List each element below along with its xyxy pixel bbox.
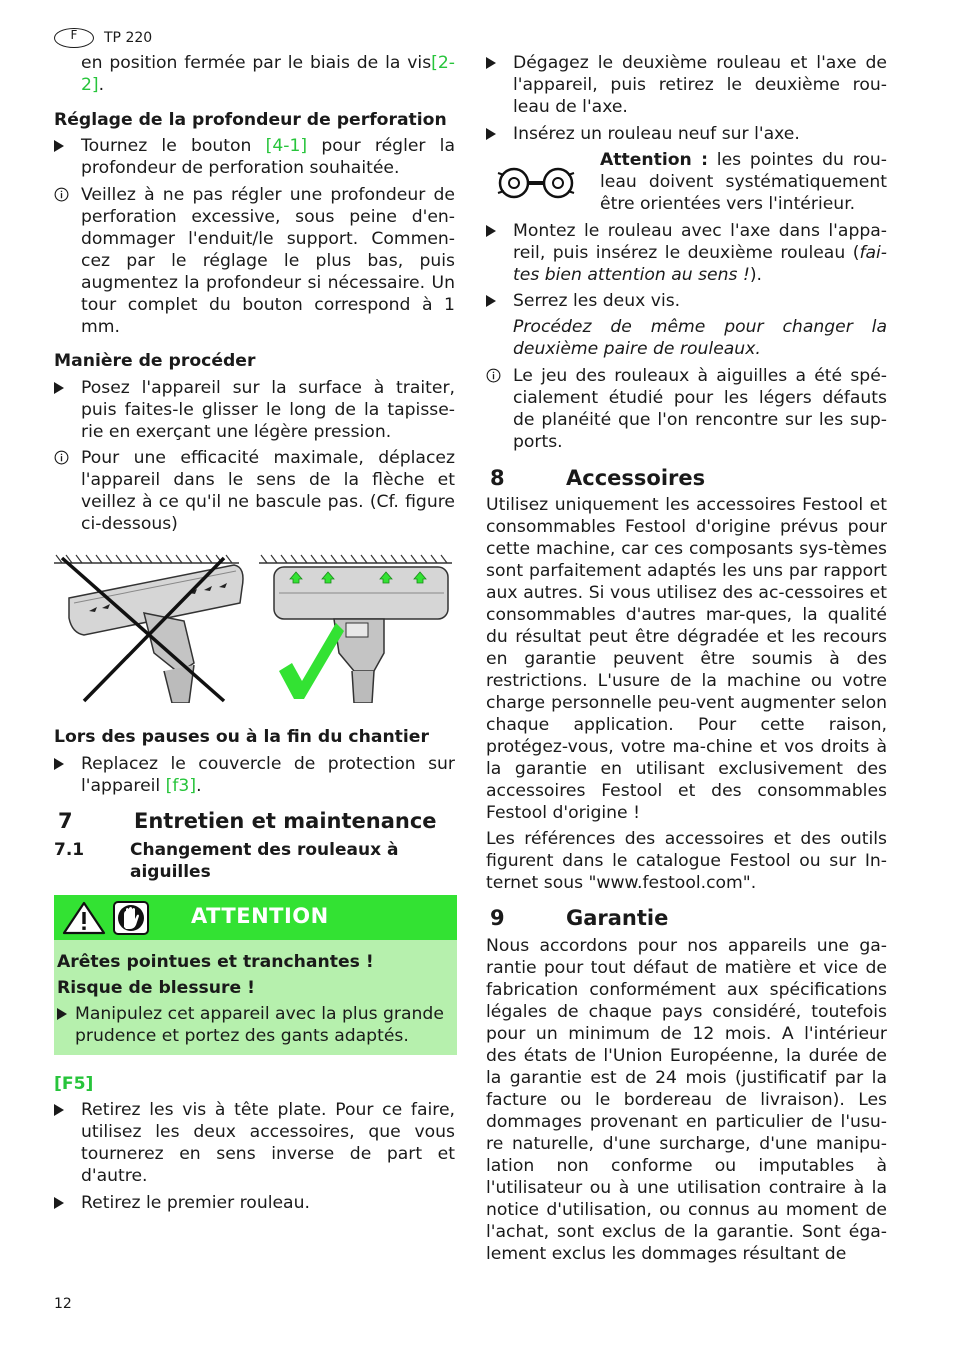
list-item: Insérez un rouleau neuf sur l'axe. bbox=[486, 123, 887, 145]
info-item: Veillez à ne pas régler une profondeur de perforation excessive, sous peine d'en-dommager l'enduit/le support. Commen-cez par le réglage le plus bas, puis augmentez la profondeur si nécessaire. Un tour complet du bouton correspond à 1 mm. bbox=[54, 184, 455, 338]
roller-orientation-icon bbox=[488, 165, 584, 205]
bullet-arrow-icon bbox=[57, 1008, 67, 1020]
italic-note: Procédez de même pour changer la deuxième paire de rouleaux. bbox=[513, 317, 887, 359]
warning-line-1: Arêtes pointues et tranchantes ! bbox=[57, 952, 374, 972]
info-icon bbox=[54, 187, 69, 202]
correct-usage-figure bbox=[259, 555, 452, 703]
list-item: Posez l'appareil sur la surface à traiter, puis faites-le glisser le long de la tapisse-rie en exerçant une légère pression. bbox=[54, 377, 455, 443]
gloves-icon bbox=[114, 902, 148, 934]
language-badge: F bbox=[54, 28, 94, 48]
info-icon bbox=[54, 450, 69, 465]
attention-note: Attention : les pointes du rou-leau doivent systématiquement être orientées vers l'intérieur. bbox=[600, 150, 887, 214]
figure-ref-f5: [F5] bbox=[54, 1074, 94, 1094]
list-item: Dégagez le deuxième rouleau et l'axe de l'appareil, puis retirez le deuxième rou-leau de l'axe. bbox=[486, 52, 887, 118]
section-9-paragraph: Nous accordons pour nos appareils une ga-rantie pour tout défaut de matière et vice de fabrication conformément aux spécifications légales de chaque pays considéré, toutefois pour un minimum de 12 mois. A l'intérieur des états de l'Union Européenne, la durée de la garantie est de 24 mois (justificatif par la facture ou le bordereau de livraison). Les dommages provenant en particulier de l'usu-re naturelle, d'une surcharge, d'une manipu-lation non conforme ou imputables à l'utilisateur ou à une utilisation contraire à la notice d'utilisation, ou connus au moment de l'achat, sont exclus de la garantie. Sont éga-lement exclus les dommages résultant de bbox=[486, 936, 887, 1264]
page-header bbox=[54, 27, 152, 49]
bullet-arrow-icon bbox=[486, 225, 496, 237]
list-item: Retirez le premier rouleau. bbox=[54, 1192, 455, 1214]
bullet-arrow-icon bbox=[54, 758, 64, 770]
wrong-usage-figure bbox=[54, 555, 243, 703]
warning-icons bbox=[62, 901, 154, 935]
info-icon bbox=[486, 368, 501, 383]
section-8-paragraph-1: Utilisez uniquement les accessoires Festool et consommables Festool d'origine prévus pour cette machine, car ces composants sys-tèmes sont parfaitement adaptés les uns par rapport aux autres. Si vous utilisez des ac-cessoires et consommables d'autres mar-ques, la qualité du résultat peut être dégradée et les recours en garantie peuvent être soumis à des restrictions. L'usure de la machine ou votre charge personnelle peu-vent augmenter selon chaque application. Pour cette raison, protégez-vous, votre ma-chine et vos droits à la garantie en utilisant exclusivement des accessoires Festool et des consommables Festool d'origine ! bbox=[486, 495, 887, 823]
bullet-arrow-icon bbox=[54, 1197, 64, 1209]
bullet-arrow-icon bbox=[486, 295, 496, 307]
warning-list-item: Manipulez cet appareil avec la plus grande prudence et portez des gants adaptés. bbox=[57, 1003, 455, 1047]
section-depth-title: Réglage de la profondeur de perforation bbox=[54, 110, 447, 130]
info-item: Le jeu des rouleaux à aiguilles a été spé-cialement étudié pour les légers défauts de planéité que l'on rencontre sur les sup-ports. bbox=[486, 365, 887, 453]
intro-text: en position fermée par le biais de la vis[2-2]. bbox=[81, 53, 455, 95]
warning-line-2: Risque de blessure ! bbox=[57, 978, 255, 998]
bullet-arrow-icon bbox=[486, 128, 496, 140]
list-item: Serrez les deux vis. bbox=[486, 290, 887, 312]
bullet-arrow-icon bbox=[54, 140, 64, 152]
section-procedure-title: Manière de procéder bbox=[54, 351, 256, 371]
info-item: Pour une efficacité maximale, déplacez l'appareil dans le sens de la flèche et veillez à ce qu'il ne bascule pas. (Cf. figure ci-dessous) bbox=[54, 447, 455, 535]
list-item: Retirez les vis à tête plate. Pour ce faire, utilisez les deux accessoires, que vous tournerez en sens inverse de part et d'autre. bbox=[54, 1099, 455, 1187]
section-pause-title: Lors des pauses ou à la fin du chantier bbox=[54, 727, 429, 747]
warning-header bbox=[54, 895, 457, 940]
list-item: Tournez le bouton [4-1] pour régler la profondeur de perforation souhaitée. bbox=[54, 135, 455, 179]
page-number: 12 bbox=[54, 1296, 72, 1312]
warning-triangle-icon bbox=[64, 903, 104, 933]
list-item: Montez le rouleau avec l'axe dans l'appa-reil, puis insérez le deuxième rouleau (fai-tes bien attention au sens !). bbox=[486, 220, 887, 286]
bullet-arrow-icon bbox=[54, 1104, 64, 1116]
bullet-arrow-icon bbox=[54, 382, 64, 394]
model-name: TP 220 bbox=[104, 30, 153, 46]
usage-illustration bbox=[54, 553, 455, 703]
ref-2-2: [2-2] bbox=[81, 53, 455, 95]
section-8-paragraph-2: Les références des accessoires et des outils figurent dans le catalogue Festool ou sur In-ternet sous "www.festool.com". bbox=[486, 829, 887, 893]
warning-box bbox=[54, 895, 457, 1055]
list-item: Replacez le couvercle de protection sur l'appareil [f3]. bbox=[54, 753, 455, 797]
warning-label: ATTENTION bbox=[191, 904, 329, 928]
bullet-arrow-icon bbox=[486, 57, 496, 69]
